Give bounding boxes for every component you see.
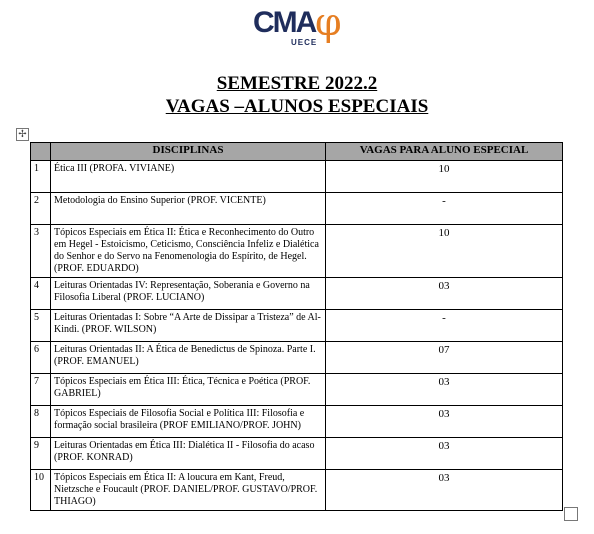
header-number bbox=[31, 143, 51, 161]
page-title: VAGAS –ALUNOS ESPECIAIS bbox=[165, 96, 429, 117]
table-row bbox=[31, 374, 563, 406]
courses-table bbox=[30, 142, 563, 511]
row-vagas: 03 bbox=[326, 406, 563, 438]
row-vagas: 07 bbox=[326, 342, 563, 374]
row-disciplina: Metodologia do Ensino Superior (PROF. VICENTE) bbox=[51, 193, 326, 225]
row-disciplina: Tópicos Especiais em Ética III: Ética, Técnica e Poética (PROF. GABRIEL) bbox=[51, 374, 326, 406]
row-number: 2 bbox=[31, 193, 51, 225]
table-row bbox=[31, 193, 563, 225]
row-vagas: 03 bbox=[326, 374, 563, 406]
header-disciplinas: DISCIPLINAS bbox=[51, 143, 326, 161]
table-resize-handle[interactable] bbox=[564, 507, 578, 521]
cmaf-logo bbox=[253, 0, 345, 50]
row-number: 6 bbox=[31, 342, 51, 374]
row-number: 8 bbox=[31, 406, 51, 438]
row-disciplina: Leituras Orientadas IV: Representação, Soberania e Governo na Filosofia Liberal (PROF. LUCIANO) bbox=[51, 278, 326, 310]
row-number: 4 bbox=[31, 278, 51, 310]
table-row bbox=[31, 278, 563, 310]
row-disciplina: Tópicos Especiais em Ética II: A loucura em Kant, Freud, Nietzsche e Foucault (PROF. DANIEL/PROF. GUSTAVO/PROF. THIAGO) bbox=[51, 470, 326, 511]
row-vagas: 10 bbox=[326, 225, 563, 278]
row-disciplina: Leituras Orientadas I: Sobre “A Arte de Dissipar a Tristeza” de Al-Kindi. (PROF. WILSON) bbox=[51, 310, 326, 342]
row-disciplina: Leituras Orientadas II: A Ética de Benedictus de Spinoza. Parte I. (PROF. EMANUEL) bbox=[51, 342, 326, 374]
logo-text: CMA bbox=[253, 6, 316, 39]
row-disciplina: Tópicos Especiais de Filosofia Social e Política III: Filosofia e formação social brasileira (PROF EMILIANO/PROF. JOHN) bbox=[51, 406, 326, 438]
table-row bbox=[31, 310, 563, 342]
row-number: 9 bbox=[31, 438, 51, 470]
row-disciplina: Ética III (PROFA. VIVIANE) bbox=[51, 161, 326, 193]
table-row bbox=[31, 438, 563, 470]
semester-title: SEMESTRE 2022.2 bbox=[216, 73, 378, 94]
row-vagas: 03 bbox=[326, 278, 563, 310]
phi-icon: φ bbox=[315, 0, 342, 44]
row-vagas: - bbox=[326, 193, 563, 225]
row-disciplina: Leituras Orientadas em Ética III: Dialética II - Filosofia do acaso (PROF. KONRAD) bbox=[51, 438, 326, 470]
row-number: 1 bbox=[31, 161, 51, 193]
row-number: 7 bbox=[31, 374, 51, 406]
row-number: 5 bbox=[31, 310, 51, 342]
table-row bbox=[31, 470, 563, 511]
row-number: 10 bbox=[31, 470, 51, 511]
row-vagas: - bbox=[326, 310, 563, 342]
row-vagas: 03 bbox=[326, 438, 563, 470]
table-row bbox=[31, 342, 563, 374]
row-vagas: 03 bbox=[326, 470, 563, 511]
row-number: 3 bbox=[31, 225, 51, 278]
table-move-handle-icon[interactable]: ✢ bbox=[16, 128, 29, 141]
table-header-row bbox=[31, 143, 563, 161]
row-vagas: 10 bbox=[326, 161, 563, 193]
table-row bbox=[31, 225, 563, 278]
row-disciplina: Tópicos Especiais em Ética II: Ética e Reconhecimento do Outro em Hegel - Estoicismo, Ceticismo, Consciência Infeliz e Dialética do Senhor e do Servo na Fenomenologia do Espírito, de Hegel. (PROF. EDUARDO) bbox=[51, 225, 326, 278]
logo-subtitle: UECE bbox=[291, 38, 318, 47]
table-row bbox=[31, 406, 563, 438]
table-row bbox=[31, 161, 563, 193]
header-vagas: VAGAS PARA ALUNO ESPECIAL bbox=[326, 143, 563, 161]
